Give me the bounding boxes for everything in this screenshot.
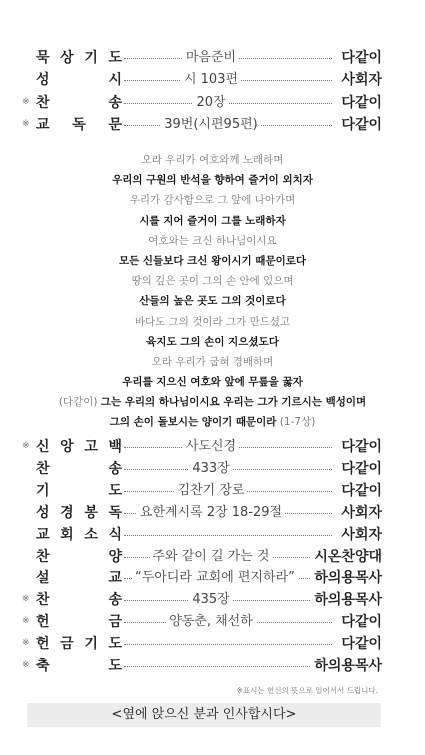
label-char: 상 <box>60 50 74 66</box>
order-item-detail <box>132 481 290 501</box>
order-item <box>22 48 382 68</box>
order-item-leader: 사회자 <box>341 526 382 543</box>
label-char: 기 <box>84 636 98 653</box>
label-char: 도 <box>108 658 122 674</box>
order-item-label <box>36 525 122 545</box>
label-char: 기 <box>84 50 98 66</box>
label-char: 기 <box>36 482 50 499</box>
standing-note: ※표시는 헌신의 뜻으로 일어서서 드립니다. <box>236 686 378 695</box>
order-item <box>22 590 382 610</box>
reading-line <box>0 372 425 392</box>
stand-marker: ※ <box>22 96 30 107</box>
label-char: 회 <box>60 526 74 543</box>
greeting-banner: <옆에 앉으신 분과 인사합시다> <box>27 703 381 727</box>
congregation-verse: 그의 손이 돌보시는 양이기 때문이라 <box>109 416 277 429</box>
reading-line <box>0 211 425 231</box>
order-item <box>22 503 382 523</box>
congregation-verse: 우리의 구원의 반석을 향하여 즐거이 외치자 <box>112 174 313 187</box>
order-item-leader: 다같이 <box>341 50 382 66</box>
order-item-detail <box>132 568 295 588</box>
label-char: 독 <box>108 504 122 521</box>
stand-marker: ※ <box>22 441 30 451</box>
order-item-label <box>36 459 122 479</box>
order-item-detail <box>132 547 290 567</box>
order-item-leader: 다같이 <box>341 460 382 477</box>
order-item-detail-text: 사도신경 <box>183 439 239 454</box>
reading-reference: (1-7상) <box>276 416 316 429</box>
congregation-verse: 시를 지어 즐거이 그를 노래하자 <box>139 214 286 227</box>
label-char: 도 <box>108 636 122 653</box>
order-item-detail-text: 시 103편 <box>181 72 241 87</box>
reading-line <box>0 412 425 432</box>
order-item-label <box>36 568 122 588</box>
order-item-detail-text: 433장 <box>189 461 232 476</box>
order-item-label <box>36 481 122 501</box>
label-char: 앙 <box>60 439 74 455</box>
order-item-detail-text: 김찬기 장로 <box>175 483 248 498</box>
label-char: 고 <box>84 439 98 455</box>
congregation-verse: 우리를 지으신 여호와 앞에 무릎을 꿇자 <box>122 376 303 389</box>
label-char: 경 <box>60 504 74 521</box>
label-char: 문 <box>108 116 122 133</box>
stand-marker: ※ <box>22 638 30 649</box>
order-item <box>22 481 382 501</box>
order-item-leader: 다같이 <box>341 482 382 499</box>
order-item-leader: 다같이 <box>341 94 382 111</box>
order-item-detail <box>132 437 290 457</box>
leader-verse: 오라 우리가 여호와께 노래하며 <box>141 154 284 166</box>
reading-line <box>0 190 425 210</box>
stand-marker: ※ <box>22 594 30 605</box>
stand-marker: ※ <box>22 616 30 627</box>
label-char: 헌 <box>36 614 50 631</box>
leader-verse: 오라 우리가 굽혀 경배하며 <box>151 355 274 368</box>
order-item <box>22 437 382 457</box>
dotted-leader <box>124 666 310 667</box>
label-char: 교 <box>108 570 122 587</box>
stand-marker: ※ <box>22 660 30 670</box>
leader-verse: 바다도 그의 것이라 그가 만드셨고 <box>134 315 291 328</box>
order-item-leader: 사회자 <box>341 504 382 521</box>
order-item-leader: 다같이 <box>341 439 382 455</box>
stand-marker: ※ <box>22 118 30 129</box>
label-char: 찬 <box>36 592 50 609</box>
responsive-reading <box>0 150 425 433</box>
reading-line <box>0 291 425 311</box>
reading-line <box>0 352 425 372</box>
order-item-label <box>36 656 122 676</box>
order-item-leader: 다같이 <box>341 116 382 133</box>
order-item-detail <box>132 115 290 135</box>
order-item-label <box>36 503 122 523</box>
congregation-verse: 모든 신들보다 크신 왕이시기 때문이로다 <box>118 254 307 267</box>
order-item-detail-text: 39번(시편95편) <box>161 117 260 132</box>
label-char: 금 <box>108 614 122 631</box>
congregation-verse: 그는 우리의 하나님이시요 우리는 그가 기르시는 백성이며 <box>100 396 367 409</box>
reading-line <box>0 332 425 352</box>
label-char: 축 <box>36 658 50 674</box>
reading-line <box>0 312 425 332</box>
order-item-detail <box>132 459 290 479</box>
congregation-verse: 산들의 높은 곳도 그의 것이로다 <box>139 295 286 308</box>
order-item-label <box>36 437 122 457</box>
label-char: 송 <box>108 592 122 609</box>
order-item-detail <box>132 590 290 610</box>
label-char: 헌 <box>36 636 50 653</box>
order-item-label <box>36 115 122 135</box>
label-char: 교 <box>36 116 50 133</box>
order-item <box>22 70 382 90</box>
reading-line <box>0 231 425 251</box>
order-item-detail <box>132 93 290 113</box>
order-item-label <box>36 70 122 90</box>
dotted-leader <box>124 535 332 536</box>
reading-line <box>0 170 425 190</box>
order-item <box>22 634 382 654</box>
dotted-leader <box>124 644 332 645</box>
order-item <box>22 93 382 113</box>
label-char: 찬 <box>36 460 50 477</box>
label-char: 소 <box>84 526 98 543</box>
order-item-detail-text: 마음준비 <box>183 50 239 65</box>
order-item <box>22 115 382 135</box>
label-char: 양 <box>108 548 122 565</box>
order-item-leader: 다같이 <box>341 614 382 631</box>
label-char: 금 <box>60 636 74 653</box>
order-item <box>22 547 382 567</box>
order-item-label <box>36 48 122 68</box>
order-item <box>22 612 382 632</box>
order-item-leader: 시온찬양대 <box>314 548 382 565</box>
label-char: 성 <box>36 72 50 89</box>
reading-line <box>0 150 425 170</box>
order-item <box>22 656 382 676</box>
label-char: 묵 <box>36 50 50 66</box>
order-item-detail-text: 435장 <box>189 592 232 607</box>
order-item-label <box>36 547 122 567</box>
label-char: 송 <box>108 94 122 111</box>
label-char: 성 <box>36 504 50 521</box>
order-item-detail <box>132 70 290 90</box>
order-item <box>22 568 382 588</box>
order-item-label <box>36 93 122 113</box>
order-item <box>22 525 382 545</box>
label-char: 설 <box>36 570 50 587</box>
label-char: 송 <box>108 460 122 477</box>
reading-line <box>0 392 425 412</box>
order-item-leader: 하의용목사 <box>314 658 382 674</box>
order-item-leader: 하의용목사 <box>314 570 382 587</box>
label-char: 찬 <box>36 548 50 565</box>
order-item-detail <box>132 612 290 632</box>
order-item-detail <box>132 48 290 68</box>
order-item-label <box>36 590 122 610</box>
order-item-detail-text: “두아디라 교회에 편지하라” <box>132 570 298 585</box>
order-item-label <box>36 634 122 654</box>
order-item <box>22 459 382 479</box>
order-item-leader: 다같이 <box>341 636 382 653</box>
label-char: 도 <box>108 482 122 499</box>
label-char: 도 <box>108 50 122 66</box>
reading-line <box>0 271 425 291</box>
label-char: 신 <box>36 439 50 455</box>
order-item-detail-text: 요한계시록 2장 18-29절 <box>137 505 285 520</box>
leader-verse: 땅의 깊은 곳이 그의 손 안에 있으며 <box>131 275 294 288</box>
label-char: 찬 <box>36 94 50 111</box>
congregation-verse: 육지도 그의 손이 지으셨도다 <box>146 335 279 348</box>
order-item-label <box>36 612 122 632</box>
label-char: 교 <box>36 526 50 543</box>
label-char: 독 <box>72 116 86 133</box>
leader-verse: 여호와는 크신 하나님이시요 <box>148 234 277 247</box>
order-item-detail-text: 양동춘, 채선하 <box>166 614 256 629</box>
order-item-detail-text: 주와 같이 길 가는 것 <box>150 549 273 564</box>
order-item-leader: 사회자 <box>341 72 382 89</box>
label-char: 시 <box>108 72 122 89</box>
reading-prefix: (다같이) <box>58 396 101 409</box>
leader-verse: 우리가 감사함으로 그 앞에 나아가며 <box>129 194 296 207</box>
label-char: 봉 <box>84 504 98 521</box>
reading-line <box>0 251 425 271</box>
order-item-leader: 하의용목사 <box>314 592 382 609</box>
label-char: 백 <box>108 439 122 455</box>
order-item-detail-text: 20장 <box>193 95 228 110</box>
order-item-detail <box>132 503 290 523</box>
label-char: 식 <box>108 526 122 543</box>
